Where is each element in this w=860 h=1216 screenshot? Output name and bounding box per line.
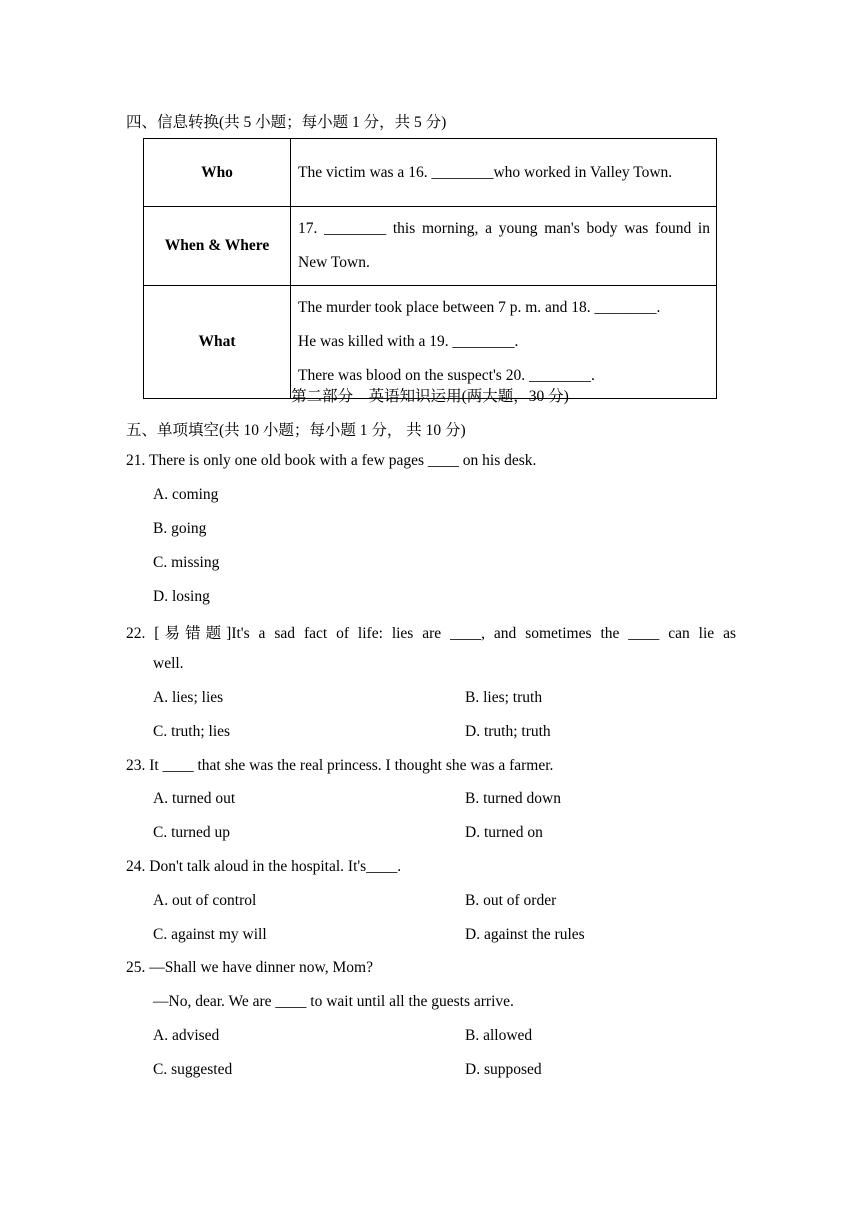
question-25-option-b: B. allowed (465, 1027, 533, 1044)
question-24-stem: 24. Don't talk aloud in the hospital. It's____. (126, 858, 402, 875)
question-25-stem: 25. —Shall we have dinner now, Mom? (126, 959, 373, 976)
row-content-line: He was killed with a 19. ________. (298, 333, 519, 350)
section-5-title: 五、单项填空(共 10 小题；每小题 1 分， 共 10 分) (126, 422, 466, 439)
question-25-stem-reply: —No, dear. We are ____ to wait until all the guests arrive. (153, 993, 514, 1010)
question-25-option-d: D. supposed (465, 1061, 542, 1078)
question-23-option-c: C. turned up (153, 824, 231, 841)
question-22-option-a: A. lies; lies (153, 689, 224, 706)
question-23-option-d: D. turned on (465, 824, 543, 841)
row-content-line: 17. ________ this morning, a young man's body was found in New Town. (298, 220, 710, 271)
question-24-option-b: B. out of order (465, 892, 557, 909)
question-23-option-b: B. turned down (465, 790, 562, 807)
question-24-option-c: C. against my will (153, 926, 267, 943)
question-23-option-a: A. turned out (153, 790, 236, 807)
question-22-option-d: D. truth; truth (465, 723, 551, 740)
row-label: Who (144, 139, 291, 207)
question-21-option-b: B. going (153, 520, 207, 537)
question-22-stem: 22. [易错题]It's a sad fact of life: lies are ____, and sometimes the ____ can lie as (126, 625, 736, 642)
question-24-option-a: A. out of control (153, 892, 257, 909)
question-22-stem-continued: well. (153, 655, 184, 672)
info-conversion-table (143, 138, 717, 399)
row-content (291, 286, 717, 399)
section-4-title: 四、信息转换(共 5 小题；每小题 1 分，共 5 分) (126, 114, 447, 131)
question-21-option-c: C. missing (153, 554, 220, 571)
question-21-option-a: A. coming (153, 486, 219, 503)
row-label: What (144, 286, 291, 399)
row-label: When & Where (144, 207, 291, 286)
part-2-title: 第二部分 英语知识运用(两大题，30 分) (291, 388, 569, 405)
question-25-option-c: C. suggested (153, 1061, 233, 1078)
question-24-option-d: D. against the rules (465, 926, 585, 943)
table-row-when-where (144, 207, 717, 286)
question-25-option-a: A. advised (153, 1027, 220, 1044)
row-content-line: The murder took place between 7 p. m. and 18. ________. (298, 299, 661, 316)
question-21-stem: 21. There is only one old book with a few pages ____ on his desk. (126, 452, 537, 469)
row-content (291, 207, 717, 286)
row-content-line: The victim was a 16. ________who worked in Valley Town. (298, 163, 673, 181)
table-row-who (144, 139, 717, 207)
question-22-option-b: B. lies; truth (465, 689, 543, 706)
row-content-line: There was blood on the suspect's 20. ________. (298, 367, 595, 384)
table-row-what (144, 286, 717, 399)
question-21-option-d: D. losing (153, 588, 210, 605)
question-22-option-c: C. truth; lies (153, 723, 231, 740)
question-23-stem: 23. It ____ that she was the real princess. I thought she was a farmer. (126, 757, 554, 774)
row-content (291, 139, 717, 207)
